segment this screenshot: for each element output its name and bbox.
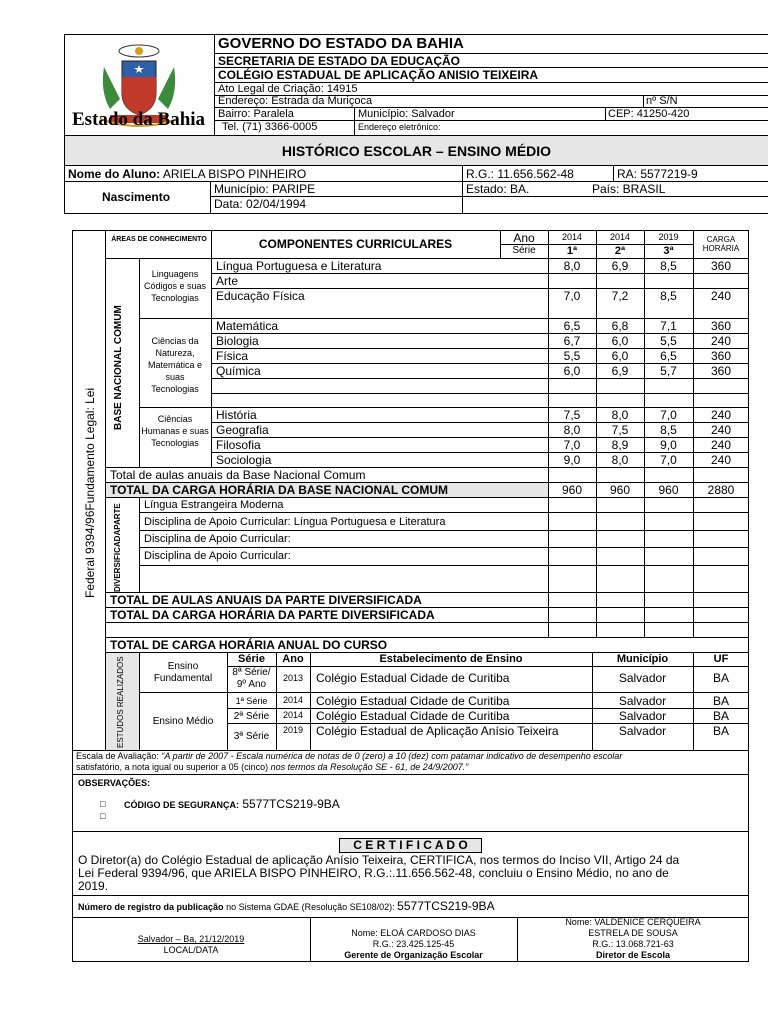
- uf: BA: [712, 724, 729, 738]
- carga: 360: [710, 259, 732, 273]
- gerente-nome: Nome: ELOÁ CARDOSO DIAS: [351, 928, 476, 938]
- grade: 8,5: [660, 259, 677, 273]
- estudos-label: ESTUDOS REALIZADOS: [116, 656, 125, 748]
- certificado-line-2: Lei Federal 9394/96, que ARIELA BISPO PINHEIRO, R.G.:.11.656.562-48, concluiu o Ensino Médio, no ano de: [78, 866, 669, 880]
- registro-label-rest: no Sistema GDAE (Resolução SE108/02):: [226, 902, 395, 912]
- carga: 240: [710, 289, 732, 303]
- ensino-medio-label: Ensino Médio: [152, 716, 214, 727]
- div-item: Disciplina de Apoio Curricular:: [144, 550, 291, 562]
- grade: 7,0: [660, 408, 677, 422]
- grade: 7,5: [563, 408, 581, 422]
- student-ra: RA: 5577219-9: [617, 167, 698, 181]
- nasc-municipio: Município: PARIPE: [214, 182, 316, 196]
- subject-name: Biologia: [216, 334, 259, 348]
- h-estabelecimento: Estabelecimento de Ensino: [379, 653, 523, 665]
- logo-text: Estado da Bahia: [72, 109, 206, 130]
- ano-label: Ano: [513, 231, 535, 245]
- subject-name: Geografia: [216, 423, 269, 437]
- grade: 7,5: [611, 423, 629, 437]
- h-uf: UF: [713, 653, 729, 665]
- div-item: Língua Estrangeira Moderna: [144, 499, 284, 511]
- estabelecimento: Colégio Estadual Cidade de Curitiba: [316, 694, 510, 708]
- registro-label: Número de registro da publicação: [78, 902, 224, 912]
- certificado-line-1: O Diretor(a) do Colégio Estadual de aplicação Anísio Teixeira, CERTIFICA, nos termos do Inciso VII, Artigo 24 da: [78, 853, 680, 867]
- certificado-title: C E R T I F I C A D O: [353, 838, 468, 852]
- grade: 6,8: [611, 319, 629, 333]
- subject-name: História: [216, 408, 257, 422]
- municipio: Salvador: [618, 724, 667, 738]
- certificado-line-3: 2019.: [78, 879, 109, 893]
- total-aulas-div: TOTAL DE AULAS ANUAIS DA PARTE DIVERSIFICADA: [110, 593, 422, 607]
- registro-value: 5577TCS219-9BA: [397, 899, 495, 913]
- grade: 9,0: [660, 438, 677, 452]
- nasc-label: Nascimento: [102, 190, 171, 204]
- subject-name: Sociologia: [216, 453, 272, 467]
- codigo-value: 5577TCS219-9BA: [242, 797, 340, 811]
- subject-name: Química: [216, 364, 261, 378]
- uf: BA: [712, 709, 729, 723]
- serie: 1ª Série: [235, 696, 268, 706]
- grade: 8,0: [563, 423, 581, 437]
- grade: 7,2: [611, 289, 629, 303]
- ato-legal: Ato Legal de Criação: 14915: [218, 83, 358, 95]
- colegio: COLÉGIO ESTADUAL DE APLICAÇÃO ANISIO TEIXEIRA: [218, 68, 539, 82]
- serie-1: 1ª: [566, 245, 578, 257]
- total-carga-div: TOTAL DA CARGA HORÁRIA DA PARTE DIVERSIFICADA: [110, 608, 435, 622]
- subject-name: Arte: [216, 274, 239, 288]
- gov-title: GOVERNO DO ESTADO DA BAHIA: [218, 35, 464, 52]
- total-carga-base-1: 960: [561, 483, 583, 497]
- numero: nº S/N: [646, 95, 678, 107]
- grade: 9,0: [563, 453, 581, 467]
- total-carga-base-2: 960: [609, 483, 631, 497]
- diretor-cargo: Diretor de Escola: [595, 950, 671, 960]
- grade: 6,5: [563, 319, 581, 333]
- area-ciencias-natureza: Ciências da Natureza, Matemática e suas Tecnologias: [147, 336, 203, 394]
- gerente-cargo: Gerente de Organização Escolar: [344, 950, 483, 960]
- grade: 8,5: [660, 423, 677, 437]
- div-item: Disciplina de Apoio Curricular: Língua Portuguesa e Literatura: [144, 516, 446, 528]
- checkbox-icon: □: [100, 799, 106, 809]
- fundamento-legal: Federal 9394/96Fundamento Legal: Lei: [83, 387, 97, 598]
- h-ano: Ano: [282, 653, 304, 665]
- grade: 6,9: [611, 364, 629, 378]
- nasc-estado: Estado: BA.: [466, 182, 530, 196]
- subject-name: Física: [216, 349, 249, 363]
- obs-label: OBSERVAÇÕES:: [78, 778, 151, 788]
- subject-name: Matemática: [216, 319, 279, 333]
- carga: 360: [710, 319, 732, 333]
- uf: BA: [712, 671, 729, 685]
- year-2: 2014: [609, 232, 631, 242]
- grade: 7,0: [563, 289, 581, 303]
- year-1: 2014: [561, 232, 583, 242]
- subject-name: Língua Portuguesa e Literatura: [216, 259, 382, 273]
- estabelecimento: Colégio Estadual Cidade de Curitiba: [316, 709, 510, 723]
- total-carga-base: TOTAL DA CARGA HORÁRIA DA BASE NACIONAL COMUM: [110, 483, 448, 497]
- escala-text-2b: nos termos da Resolução SE - 61, de 24/9/2007.”: [270, 762, 469, 772]
- carga: 240: [710, 453, 732, 467]
- grade: 8,5: [660, 289, 677, 303]
- carga: 240: [710, 423, 732, 437]
- base-nacional-label: BASE NACIONAL COMUM: [113, 305, 124, 430]
- ano: 2014: [282, 710, 304, 720]
- student-rg: R.G.: 11.656.562-48: [466, 167, 574, 181]
- carga: 240: [710, 408, 732, 422]
- serie-2: 2ª: [614, 245, 626, 257]
- uf: BA: [712, 694, 729, 708]
- areas-header: ÁREAS DE CONHECIMENTO: [111, 236, 207, 243]
- endereco: Endereço: Estrada da Muriçoca: [218, 95, 373, 107]
- municipio: Município: Salvador: [358, 108, 455, 120]
- carga: 360: [710, 349, 732, 363]
- municipio: Salvador: [618, 694, 667, 708]
- parte-diversificada-label: DIVERSIFICADAPARTE: [113, 503, 122, 592]
- telefone: Tel. (71) 3366-0005: [222, 121, 318, 133]
- grade: 8,9: [611, 438, 629, 452]
- carga: 240: [710, 438, 732, 452]
- grade: 5,7: [660, 364, 677, 378]
- checkbox-icon: □: [100, 811, 106, 821]
- grade: 6,5: [660, 349, 677, 363]
- doc-title: HISTÓRICO ESCOLAR – ENSINO MÉDIO: [281, 143, 552, 159]
- ano: 2019: [282, 725, 304, 735]
- grade: 8,0: [611, 408, 629, 422]
- h-serie: Série: [238, 653, 265, 665]
- secretaria: SECRETARIA DE ESTADO DA EDUCAÇÃO: [218, 54, 461, 68]
- municipio: Salvador: [618, 671, 667, 685]
- local-data-label: LOCAL/DATA: [163, 945, 219, 955]
- carga-header: CARGA HORÁRIA: [702, 235, 740, 253]
- grade: 7,0: [660, 453, 677, 467]
- bairro: Bairro: Paralela: [218, 108, 294, 120]
- grade: 5,5: [563, 349, 581, 363]
- year-3: 2019: [658, 232, 679, 242]
- cep: CEP: 41250-420: [608, 108, 690, 120]
- area-linguagens: Linguagens Códigos e suas Tecnologias: [143, 269, 207, 303]
- serie: 2ª Série: [233, 711, 270, 722]
- codigo-label: CÓDIGO DE SEGURANÇA:: [124, 800, 240, 810]
- nasc-data: Data: 02/04/1994: [214, 197, 307, 211]
- municipio: Salvador: [618, 709, 667, 723]
- gerente-rg: R.G.: 23.425.125-45: [372, 939, 455, 949]
- local-data-value: Salvador – Ba, 21/12/2019: [137, 934, 245, 944]
- serie-3: 3ª: [663, 245, 674, 257]
- grade: 8,0: [563, 259, 581, 273]
- ano: 2014: [282, 695, 304, 705]
- email-label: Endereço eletrônico:: [358, 122, 441, 132]
- escala-text-2a: satisfatório, a nota igual ou superior a 05 (cinco): [76, 762, 269, 772]
- ensino-fundamental-label: Ensino Fundamental: [153, 661, 213, 684]
- student-name: ARIELA BISPO PINHEIRO: [162, 167, 307, 181]
- total-carga-base-3: 960: [658, 483, 679, 497]
- h-municipio: Município: [616, 653, 669, 665]
- nasc-pais: País: BRASIL: [592, 182, 666, 196]
- ano: 2013: [282, 673, 304, 683]
- grade: 6,0: [611, 334, 629, 348]
- area-ciencias-humanas: Ciências Humanas e suas Tecnologias: [141, 414, 209, 448]
- grade: 5,5: [660, 334, 677, 348]
- grade: 6,7: [563, 334, 581, 348]
- diretor-nome: Nome: VALDENICE CERQUEIRA: [565, 917, 701, 927]
- total-aulas-base: Total de aulas anuais da Base Nacional Comum: [110, 468, 366, 482]
- serie: 3ª Série: [233, 731, 270, 742]
- diretor-nome-2: ESTRELA DE SOUSA: [588, 928, 678, 938]
- grade: 6,0: [563, 364, 581, 378]
- grade: 6,0: [611, 349, 629, 363]
- div-item: Disciplina de Apoio Curricular:: [144, 533, 291, 545]
- grade: 7,0: [563, 438, 581, 452]
- estabelecimento: Colégio Estadual Cidade de Curitiba: [316, 671, 510, 685]
- grade: 7,1: [660, 319, 677, 333]
- total-carga-base-total: 2880: [707, 483, 735, 497]
- carga: 360: [710, 364, 732, 378]
- diretor-rg: R.G.: 13.068.721-63: [592, 939, 674, 949]
- grade: 8,0: [611, 453, 629, 467]
- serie: 8ª Série/ 9º Ano: [232, 667, 271, 690]
- componentes-header: COMPONENTES CURRICULARES: [258, 237, 453, 251]
- name-label: Nome do Aluno:: [68, 167, 161, 181]
- total-curso: TOTAL DE CARGA HORÁRIA ANUAL DO CURSO: [110, 638, 388, 652]
- subject-name: Educação Física: [216, 289, 305, 303]
- serie-label: Série: [512, 245, 536, 256]
- subject-name: Filosofia: [216, 438, 261, 452]
- grade: 6,9: [611, 259, 629, 273]
- escala-label: Escala de Avaliação:: [76, 751, 159, 761]
- carga: 240: [710, 334, 732, 348]
- escala-text-1: “A partir de 2007 - Escala numérica de notas de 0 (zero) a 10 (dez) com patamar indicativo de desempenho escolar: [161, 751, 623, 761]
- estabelecimento: Colégio Estadual de Aplicação Anísio Teixeira: [316, 724, 559, 738]
